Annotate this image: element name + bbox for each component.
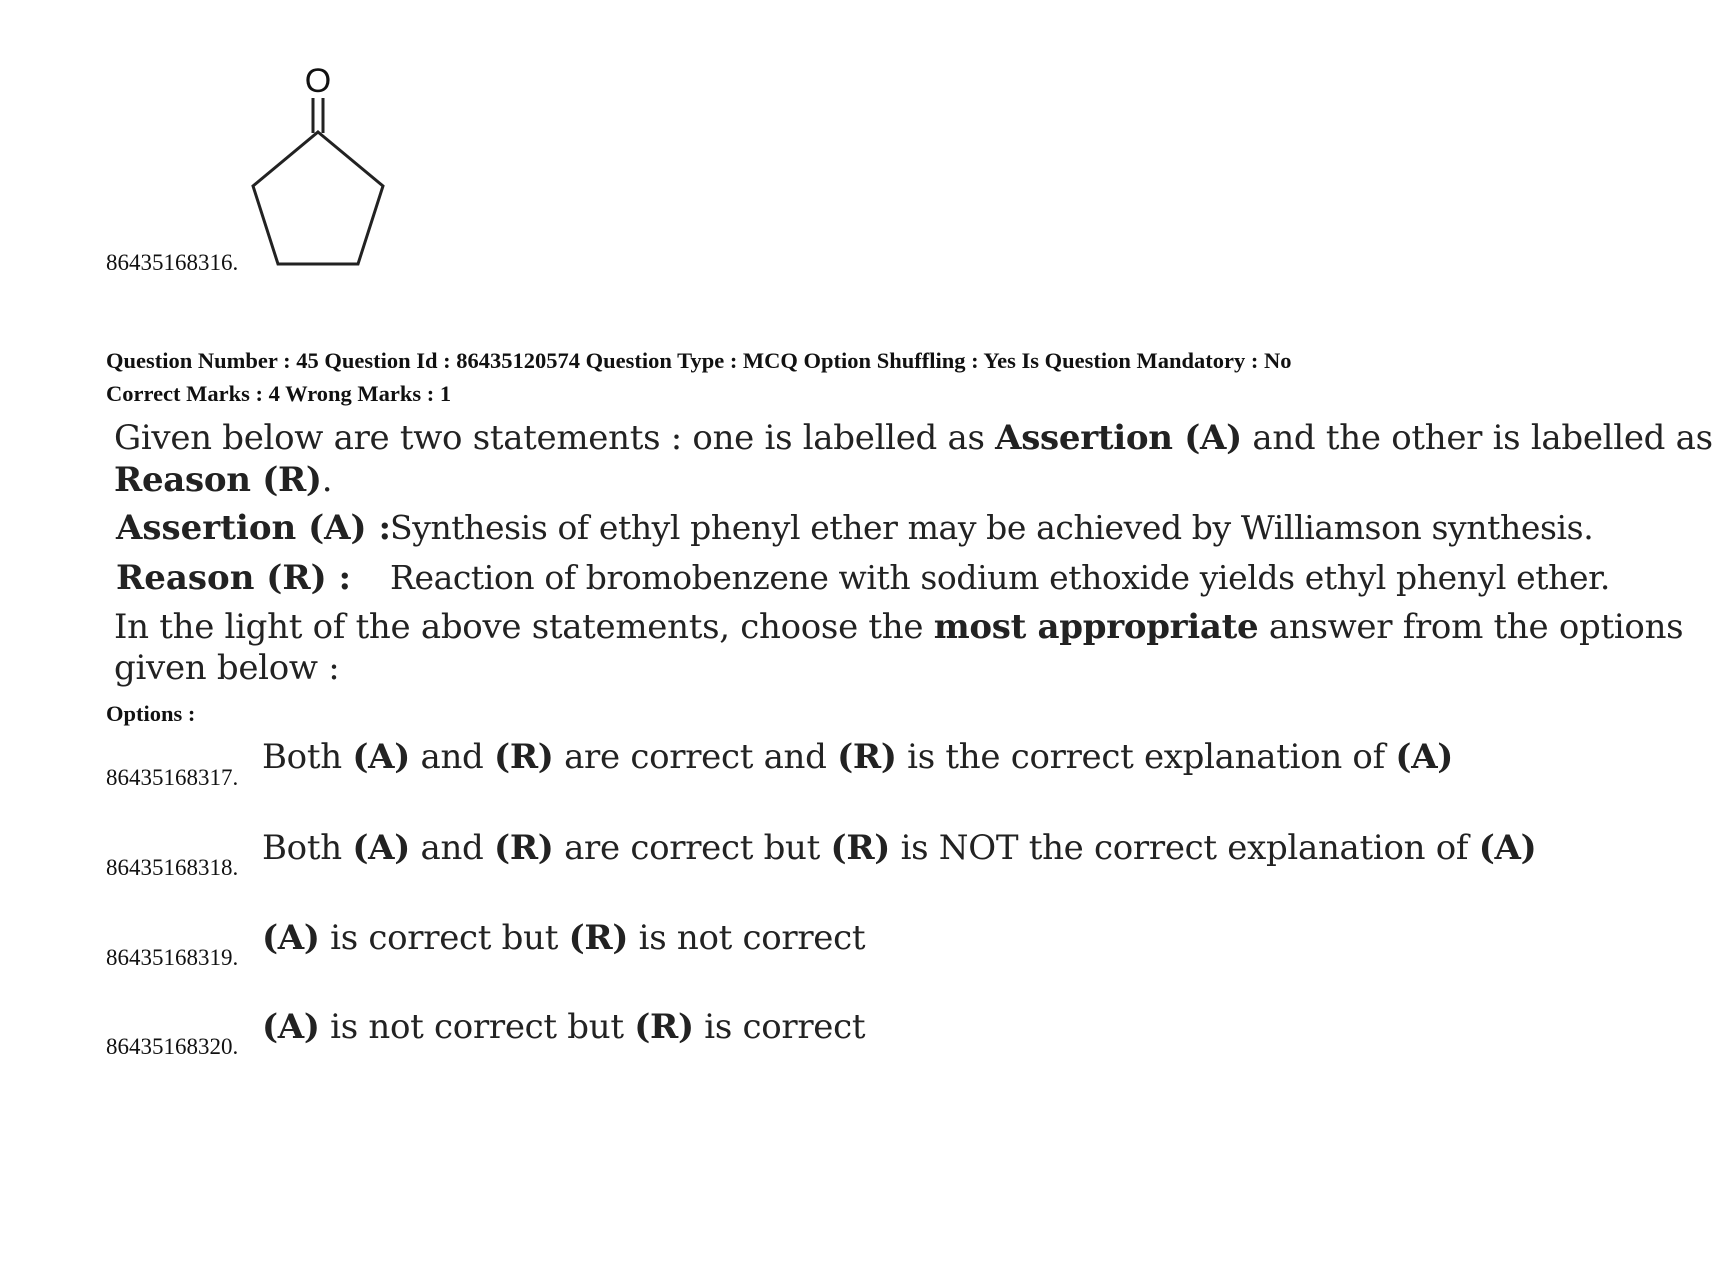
option-4-text[interactable]: (A) is not correct but (R) is correct	[262, 1007, 866, 1047]
question-intro-line-1: Given below are two statements : one is labelled as Assertion (A) and the other is labelled as	[114, 418, 1713, 458]
oxygen-atom-label: O	[304, 62, 332, 100]
reason-label: Reason (R) :	[116, 558, 352, 598]
option-2-id: 86435168318.	[106, 855, 239, 880]
option-3-id: 86435168319.	[106, 945, 239, 970]
option-4-id: 86435168320.	[106, 1034, 239, 1059]
cyclopentanone-structure	[250, 58, 410, 278]
ring-bonds	[253, 132, 383, 264]
option-3-text[interactable]: (A) is correct but (R) is not correct	[262, 918, 866, 958]
assertion-text: Synthesis of ethyl phenyl ether may be achieved by Williamson synthesis.	[390, 508, 1594, 547]
options-heading: Options :	[106, 701, 196, 726]
structure-option-id: 86435168316.	[106, 250, 239, 275]
option-1-text[interactable]: Both (A) and (R) are correct and (R) is the correct explanation of (A)	[262, 737, 1454, 777]
option-2-text[interactable]: Both (A) and (R) are correct but (R) is NOT the correct explanation of (A)	[262, 828, 1537, 868]
reason-text: Reaction of bromobenzene with sodium ethoxide yields ethyl phenyl ether.	[390, 558, 1610, 597]
assertion-label: Assertion (A) :	[116, 508, 392, 548]
question-prompt-line-1: In the light of the above statements, choose the most appropriate answer from the options	[114, 607, 1684, 647]
question-meta-line-1: Question Number : 45 Question Id : 86435120574 Question Type : MCQ Option Shuffling : Yes Is Question Mandatory : No	[106, 348, 1292, 373]
question-meta-line-2: Correct Marks : 4 Wrong Marks : 1	[106, 381, 452, 406]
question-intro-line-2: Reason (R).	[114, 460, 333, 500]
option-1-id: 86435168317.	[106, 765, 239, 790]
question-prompt-line-2: given below :	[114, 648, 340, 688]
